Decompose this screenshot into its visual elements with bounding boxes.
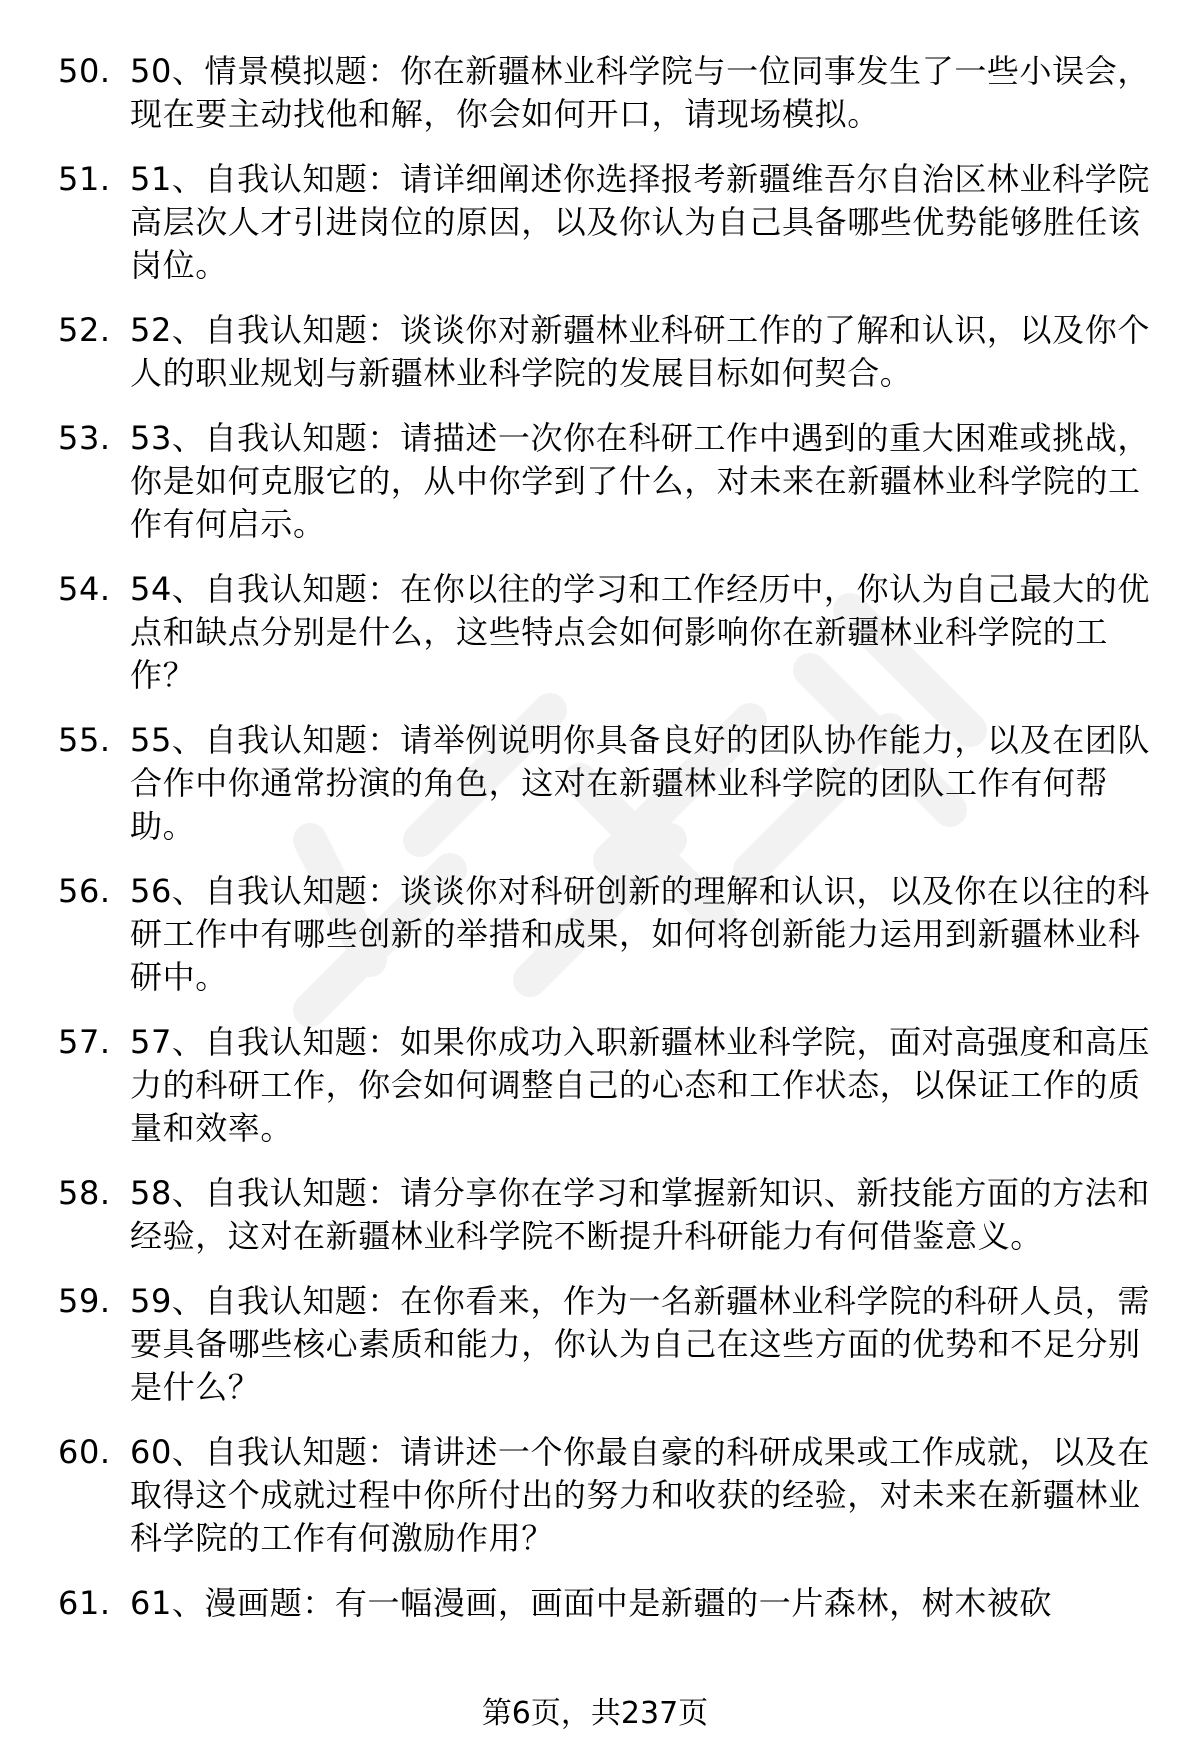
question-text: 56、自我认知题：谈谈你对科研创新的理解和认识，以及你在以往的科研工作中有哪些创新的举措和成果，如何将创新能力运用到新疆林业科研中。 [130,872,1150,996]
question-number: 53. [58,419,111,457]
question-text: 61、漫画题：有一幅漫画，画面中是新疆的一片森林，树木被砍 [130,1584,1053,1622]
question-number: 55. [58,721,111,759]
question-item [58,870,1158,999]
question-text: 55、自我认知题：请举例说明你具备良好的团队协作能力，以及在团队合作中你通常扮演的角色，这对在新疆林业科学院的团队工作有何帮助。 [130,721,1150,845]
question-number: 50. [58,52,111,90]
question-number: 57. [58,1023,111,1061]
question-text: 58、自我认知题：请分享你在学习和掌握新知识、新技能方面的方法和经验，这对在新疆林业科学院不断提升科研能力有何借鉴意义。 [130,1174,1150,1255]
question-item [58,309,1158,395]
question-text: 57、自我认知题：如果你成功入职新疆林业科学院，面对高强度和高压力的科研工作，你会如何调整自己的心态和工作状态，以保证工作的质量和效率。 [130,1023,1150,1147]
question-number: 54. [58,570,111,608]
question-list [58,50,1158,1647]
question-item [58,719,1158,848]
question-number: 51. [58,160,111,198]
question-item [58,1582,1158,1625]
question-text: 54、自我认知题：在你以往的学习和工作经历中，你认为自己最大的优点和缺点分别是什么，这些特点会如何影响你在新疆林业科学院的工作？ [130,570,1150,694]
question-item [58,50,1158,136]
question-text: 52、自我认知题：谈谈你对新疆林业科研工作的了解和认识，以及你个人的职业规划与新疆林业科学院的发展目标如何契合。 [130,311,1150,392]
page-footer [0,1694,1190,1734]
question-item [58,1431,1158,1560]
question-number: 61. [58,1584,111,1622]
question-text: 50、情景模拟题：你在新疆林业科学院与一位同事发生了一些小误会，现在要主动找他和解，你会如何开口，请现场模拟。 [130,52,1150,133]
question-text: 51、自我认知题：请详细阐述你选择报考新疆维吾尔自治区林业科学院高层次人才引进岗位的原因，以及你认为自己具备哪些优势能够胜任该岗位。 [130,160,1150,284]
question-item [58,1172,1158,1258]
question-item [58,1021,1158,1150]
question-item [58,417,1158,546]
question-item [58,568,1158,697]
question-text: 60、自我认知题：请讲述一个你最自豪的科研成果或工作成就，以及在取得这个成就过程中你所付出的努力和收获的经验，对未来在新疆林业科学院的工作有何激励作用？ [130,1433,1150,1557]
question-number: 60. [58,1433,111,1471]
question-item [58,158,1158,287]
question-text: 59、自我认知题：在你看来，作为一名新疆林业科学院的科研人员，需要具备哪些核心素质和能力，你认为自己在这些方面的优势和不足分别是什么？ [130,1282,1150,1406]
page-number-label: 第6页，共237页 [481,1696,709,1731]
question-number: 59. [58,1282,111,1320]
question-number: 58. [58,1174,111,1212]
question-text: 53、自我认知题：请描述一次你在科研工作中遇到的重大困难或挑战，你是如何克服它的，从中你学到了什么，对未来在新疆林业科学院的工作有何启示。 [130,419,1150,543]
question-number: 52. [58,311,111,349]
question-number: 56. [58,872,111,910]
question-item [58,1280,1158,1409]
